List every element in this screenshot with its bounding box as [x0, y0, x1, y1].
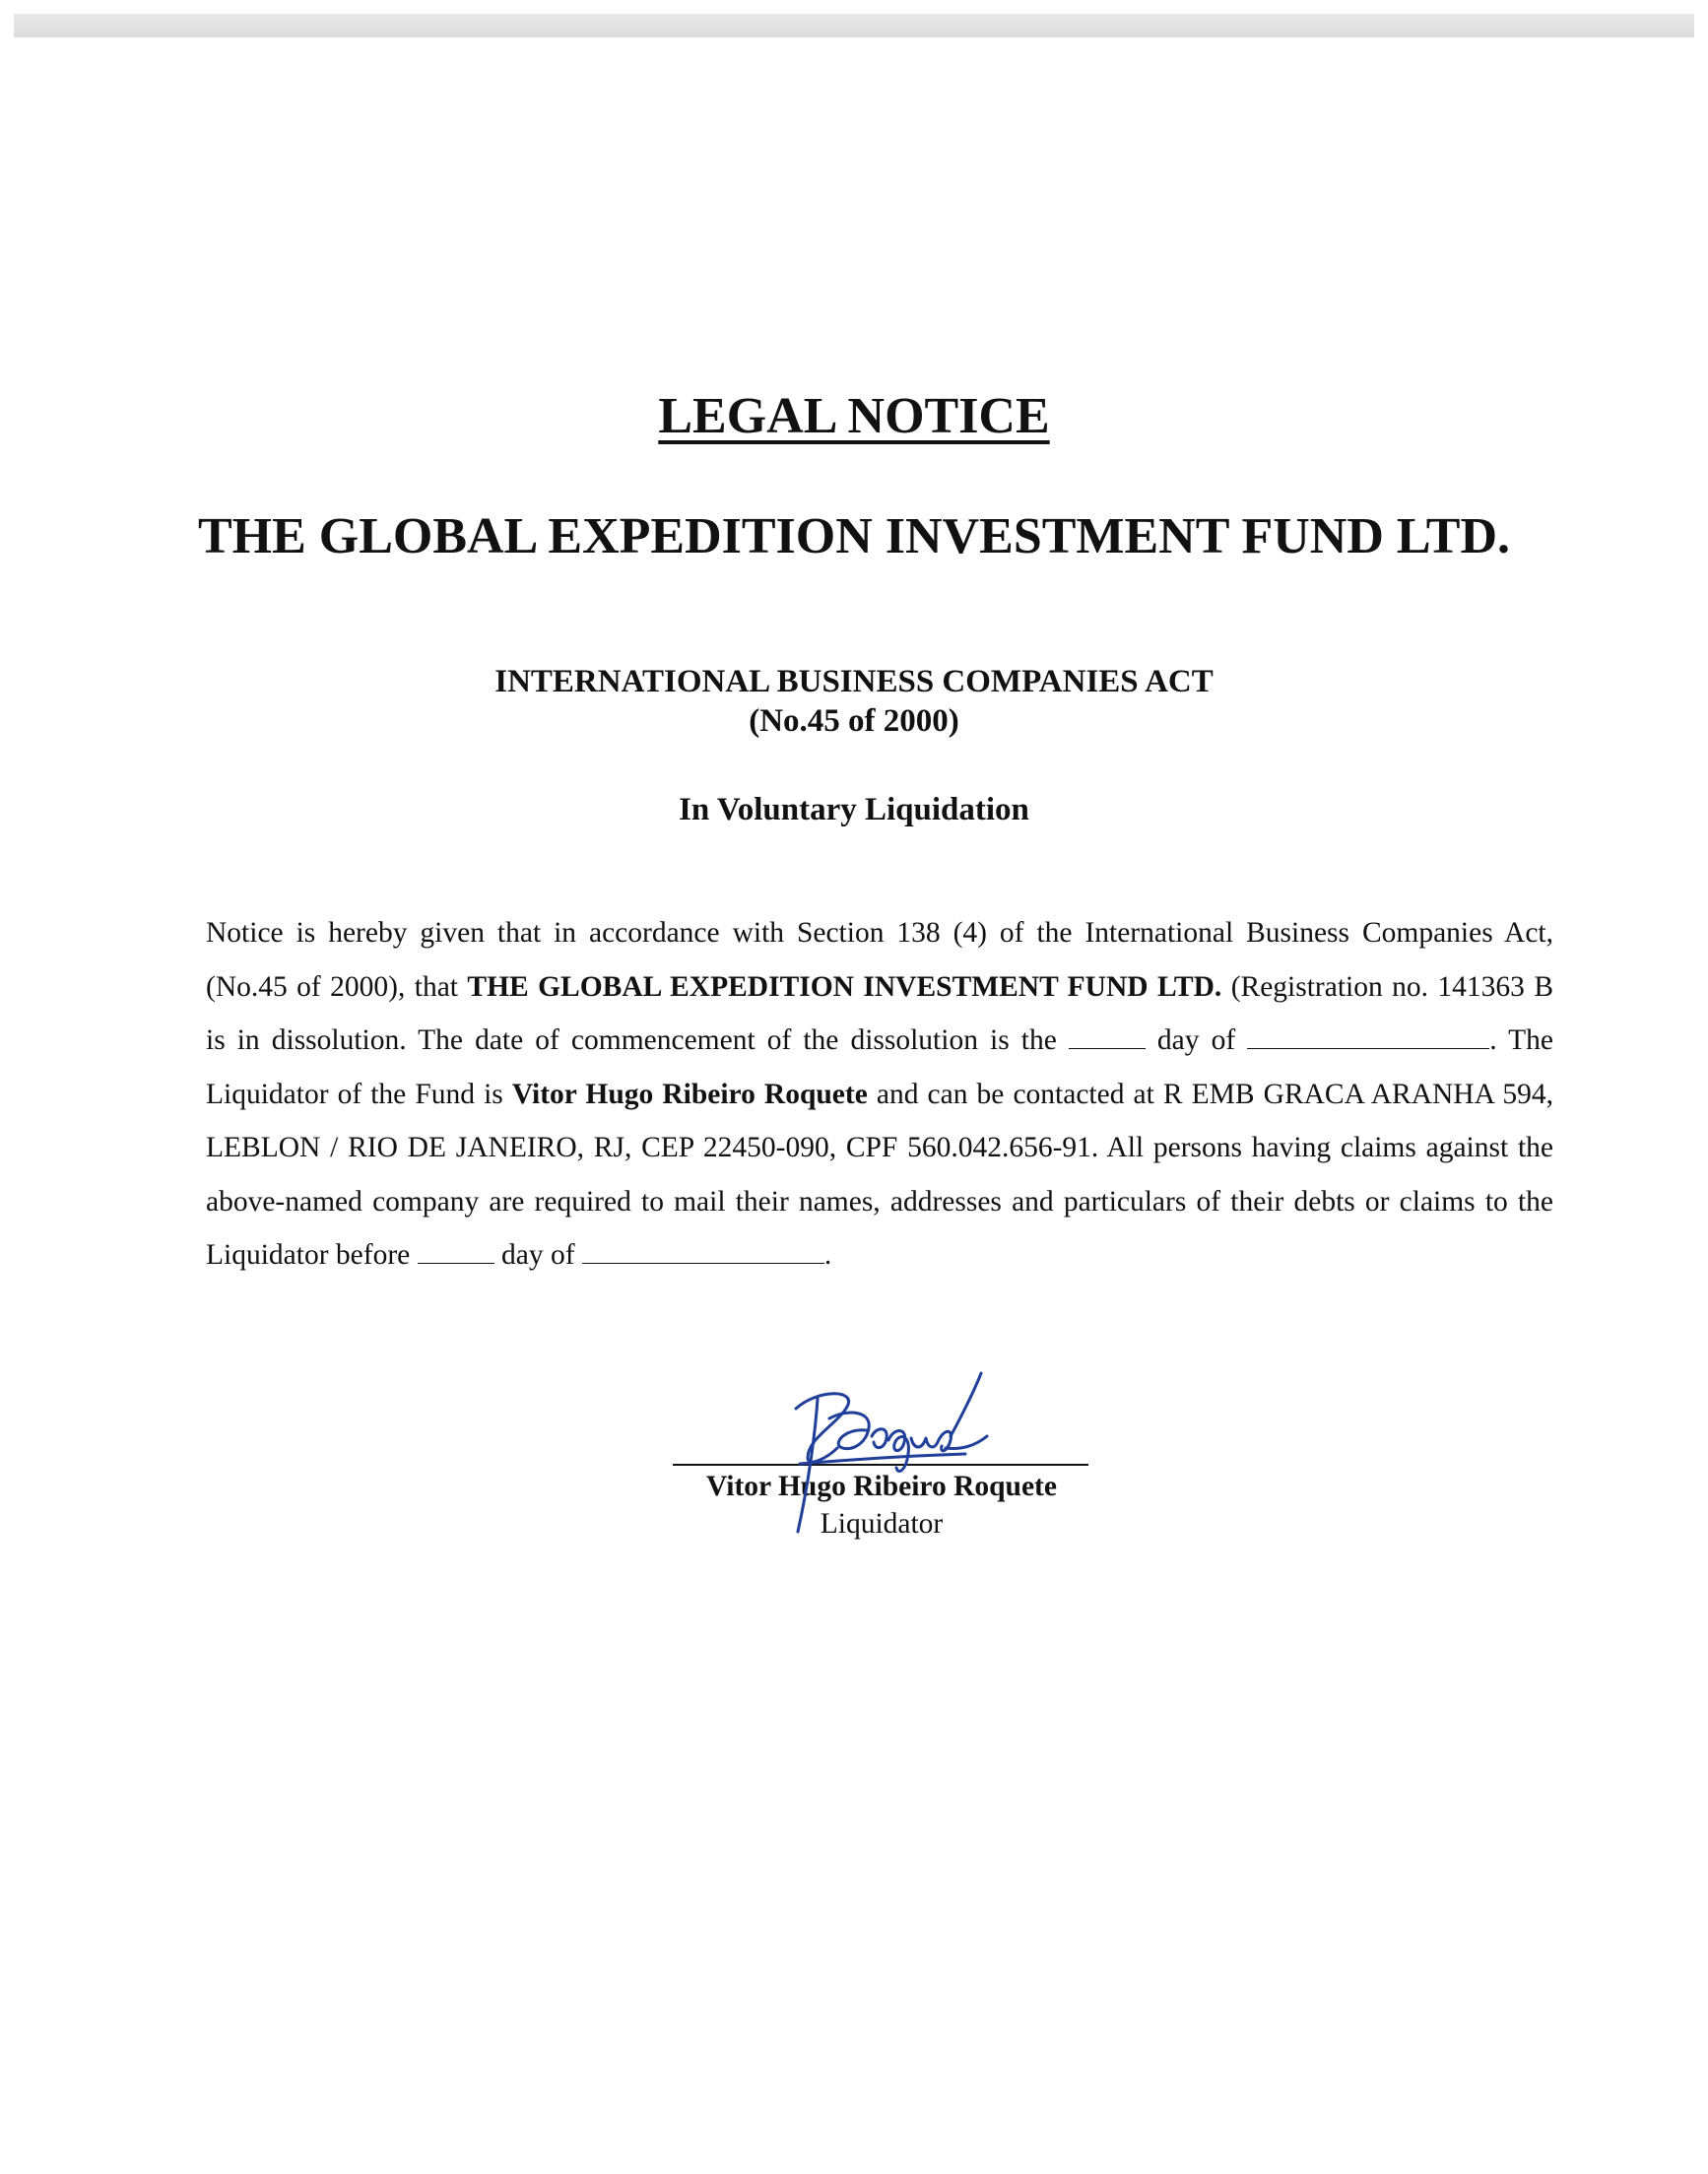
blank-day-deadline [418, 1241, 494, 1264]
notice-text-3: day of [1145, 1024, 1248, 1056]
liquidation-status: In Voluntary Liquidation [679, 792, 1029, 827]
notice-text-1: Notice is hereby given that in accordance with Section 138 (4) of the International Business Companies Act, (No.45 of 2000), that [206, 917, 1553, 1003]
fund-name-heading: THE GLOBAL EXPEDITION INVESTMENT FUND LTD. [197, 508, 1511, 564]
notice-text-4: . The Liquidator of the Fund is [206, 1024, 1553, 1110]
notice-title-text: LEGAL NOTICE [658, 388, 1050, 444]
handwritten-signature [778, 1359, 995, 1537]
notice-title [0, 382, 1708, 451]
act-number: (No.45 of 2000) [749, 703, 959, 739]
act-heading [0, 662, 1708, 741]
scan-top-edge [14, 14, 1694, 37]
blank-day-commencement [1069, 1026, 1146, 1049]
signature-block [670, 1359, 1093, 1547]
notice-text-5: and can be contacted at R EMB GRACA ARANHA 594, LEBLON / RIO DE JANEIRO, RJ, CEP 22450-090, CPF 560.042.656-91. All persons having claims against the above-named company are required to mail their names, addresses and particulars of their debts or claims to the Liquidator before [206, 1078, 1553, 1271]
signatory-name: Vitor Hugo Ribeiro Roquete [706, 1471, 1057, 1502]
act-name: INTERNATIONAL BUSINESS COMPANIES ACT [494, 664, 1214, 699]
notice-text-7: . [823, 1239, 832, 1271]
notice-body [206, 906, 1553, 1283]
notice-liquidator-name: Vitor Hugo Ribeiro Roquete [511, 1078, 868, 1110]
notice-fund-name: THE GLOBAL EXPEDITION INVESTMENT FUND LTD. [467, 970, 1222, 1003]
blank-month-commencement [1247, 1026, 1489, 1049]
notice-text-2: (Registration no. 141363 B is in dissolution. The date of commencement of the dissolution is the [206, 970, 1554, 1056]
signatory-role: Liquidator [820, 1508, 944, 1540]
notice-text-6: day of [493, 1239, 582, 1271]
blank-month-deadline [582, 1241, 824, 1264]
